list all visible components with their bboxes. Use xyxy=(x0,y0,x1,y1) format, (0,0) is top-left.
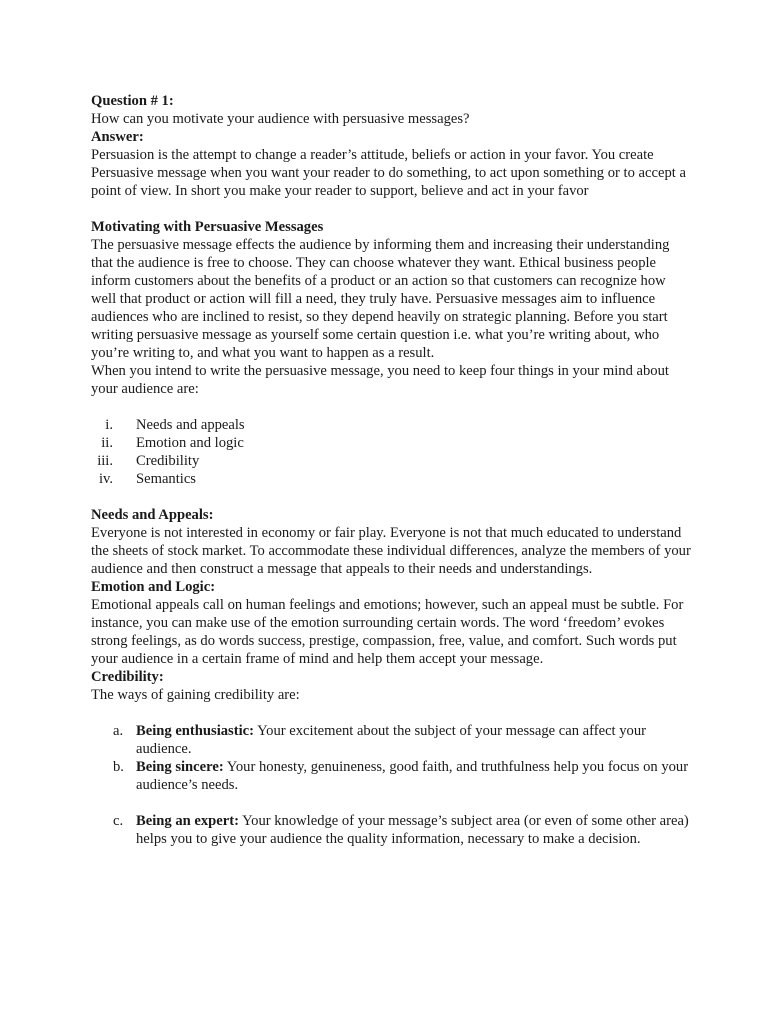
list-letter: b. xyxy=(113,759,124,775)
list-item-text: Needs and appeals xyxy=(136,417,245,433)
question-text: How can you motivate your audience with persuasive messages? xyxy=(91,111,470,127)
list-letter: c. xyxy=(113,813,124,829)
list-item-term: Being enthusiastic: xyxy=(136,723,254,739)
list-item xyxy=(91,812,691,848)
motivating-paragraph-2: When you intend to write the persuasive message, you need to keep four things in your mind about your audience are: xyxy=(91,363,669,397)
list-item-text: Credibility xyxy=(136,453,200,469)
motivating-paragraph-1: The persuasive message effects the audience by informing them and increasing their understanding that the audience is free to choose. They can choose whatever they want. Ethical business people inform customers about the benefits of a product or an action so that customers can recognize how well that product or action will fill a need, they truly have. Persuasive messages aim to influence audiences who are inclined to resist, so they depend heavily on strategic planning. Before you start writing persuasive message as yourself some certain question i.e. what you’re writing about, who you’re writing to, and what you want to happen as a result. xyxy=(91,237,670,361)
list-number: ii. xyxy=(101,435,113,451)
list-item-text: Your honesty, genuineness, good faith, and truthfulness help you focus on your audience’s needs. xyxy=(136,759,689,793)
document-page xyxy=(91,92,691,848)
list-number: iv. xyxy=(98,471,113,487)
answer-label: Answer: xyxy=(91,129,144,145)
list-item-text: Emotion and logic xyxy=(136,435,244,451)
needs-text: Everyone is not interested in economy or fair play. Everyone is not that much educated to understand the sheets of stock market. To accommodate these individual differences, analyze the members of your audience and then construct a message that appeals to their needs and understandings. xyxy=(91,525,691,577)
list-item xyxy=(91,452,691,470)
spacer xyxy=(91,200,691,218)
list-item-term: Being sincere: xyxy=(136,759,224,775)
list-number: iii. xyxy=(97,453,113,469)
credibility-intro: The ways of gaining credibility are: xyxy=(91,687,300,703)
list-item-text: Your excitement about the subject of your message can affect your audience. xyxy=(136,723,647,757)
list-item xyxy=(91,470,691,488)
question-title: Question # 1: xyxy=(91,93,174,109)
list-letter: a. xyxy=(113,723,124,739)
list-item-text: Your knowledge of your message’s subject area (or even of some other area) helps you to give your audience the quality information, necessary to make a decision. xyxy=(136,813,689,847)
four-things-list xyxy=(91,416,691,488)
list-item xyxy=(91,434,691,452)
spacer xyxy=(91,398,691,416)
needs-heading: Needs and Appeals: xyxy=(91,507,214,523)
spacer xyxy=(91,704,691,722)
motivating-heading: Motivating with Persuasive Messages xyxy=(91,219,324,235)
list-item xyxy=(91,758,691,794)
emotion-heading: Emotion and Logic: xyxy=(91,579,216,595)
list-item xyxy=(91,722,691,758)
credibility-heading: Credibility: xyxy=(91,669,164,685)
list-item-term: Being an expert: xyxy=(136,813,239,829)
spacer xyxy=(91,794,691,812)
emotion-text: Emotional appeals call on human feelings and emotions; however, such an appeal must be subtle. For instance, you can make use of the emotion surrounding certain words. The word ‘freedom’ evokes strong feelings, as do words success, prestige, compassion, free, value, and comfort. Such words put your audience in a certain frame of mind and help them accept your message. xyxy=(91,597,684,667)
list-item-text: Semantics xyxy=(136,471,196,487)
answer-text: Persuasion is the attempt to change a reader’s attitude, beliefs or action in your favor. You create Persuasive message when you want your reader to do something, to act upon something or to accept a point of view. In short you make your reader to support, believe and act in your favor xyxy=(91,147,686,199)
spacer xyxy=(91,488,691,506)
credibility-list xyxy=(91,722,691,848)
list-item xyxy=(91,416,691,434)
list-number: i. xyxy=(105,417,113,433)
